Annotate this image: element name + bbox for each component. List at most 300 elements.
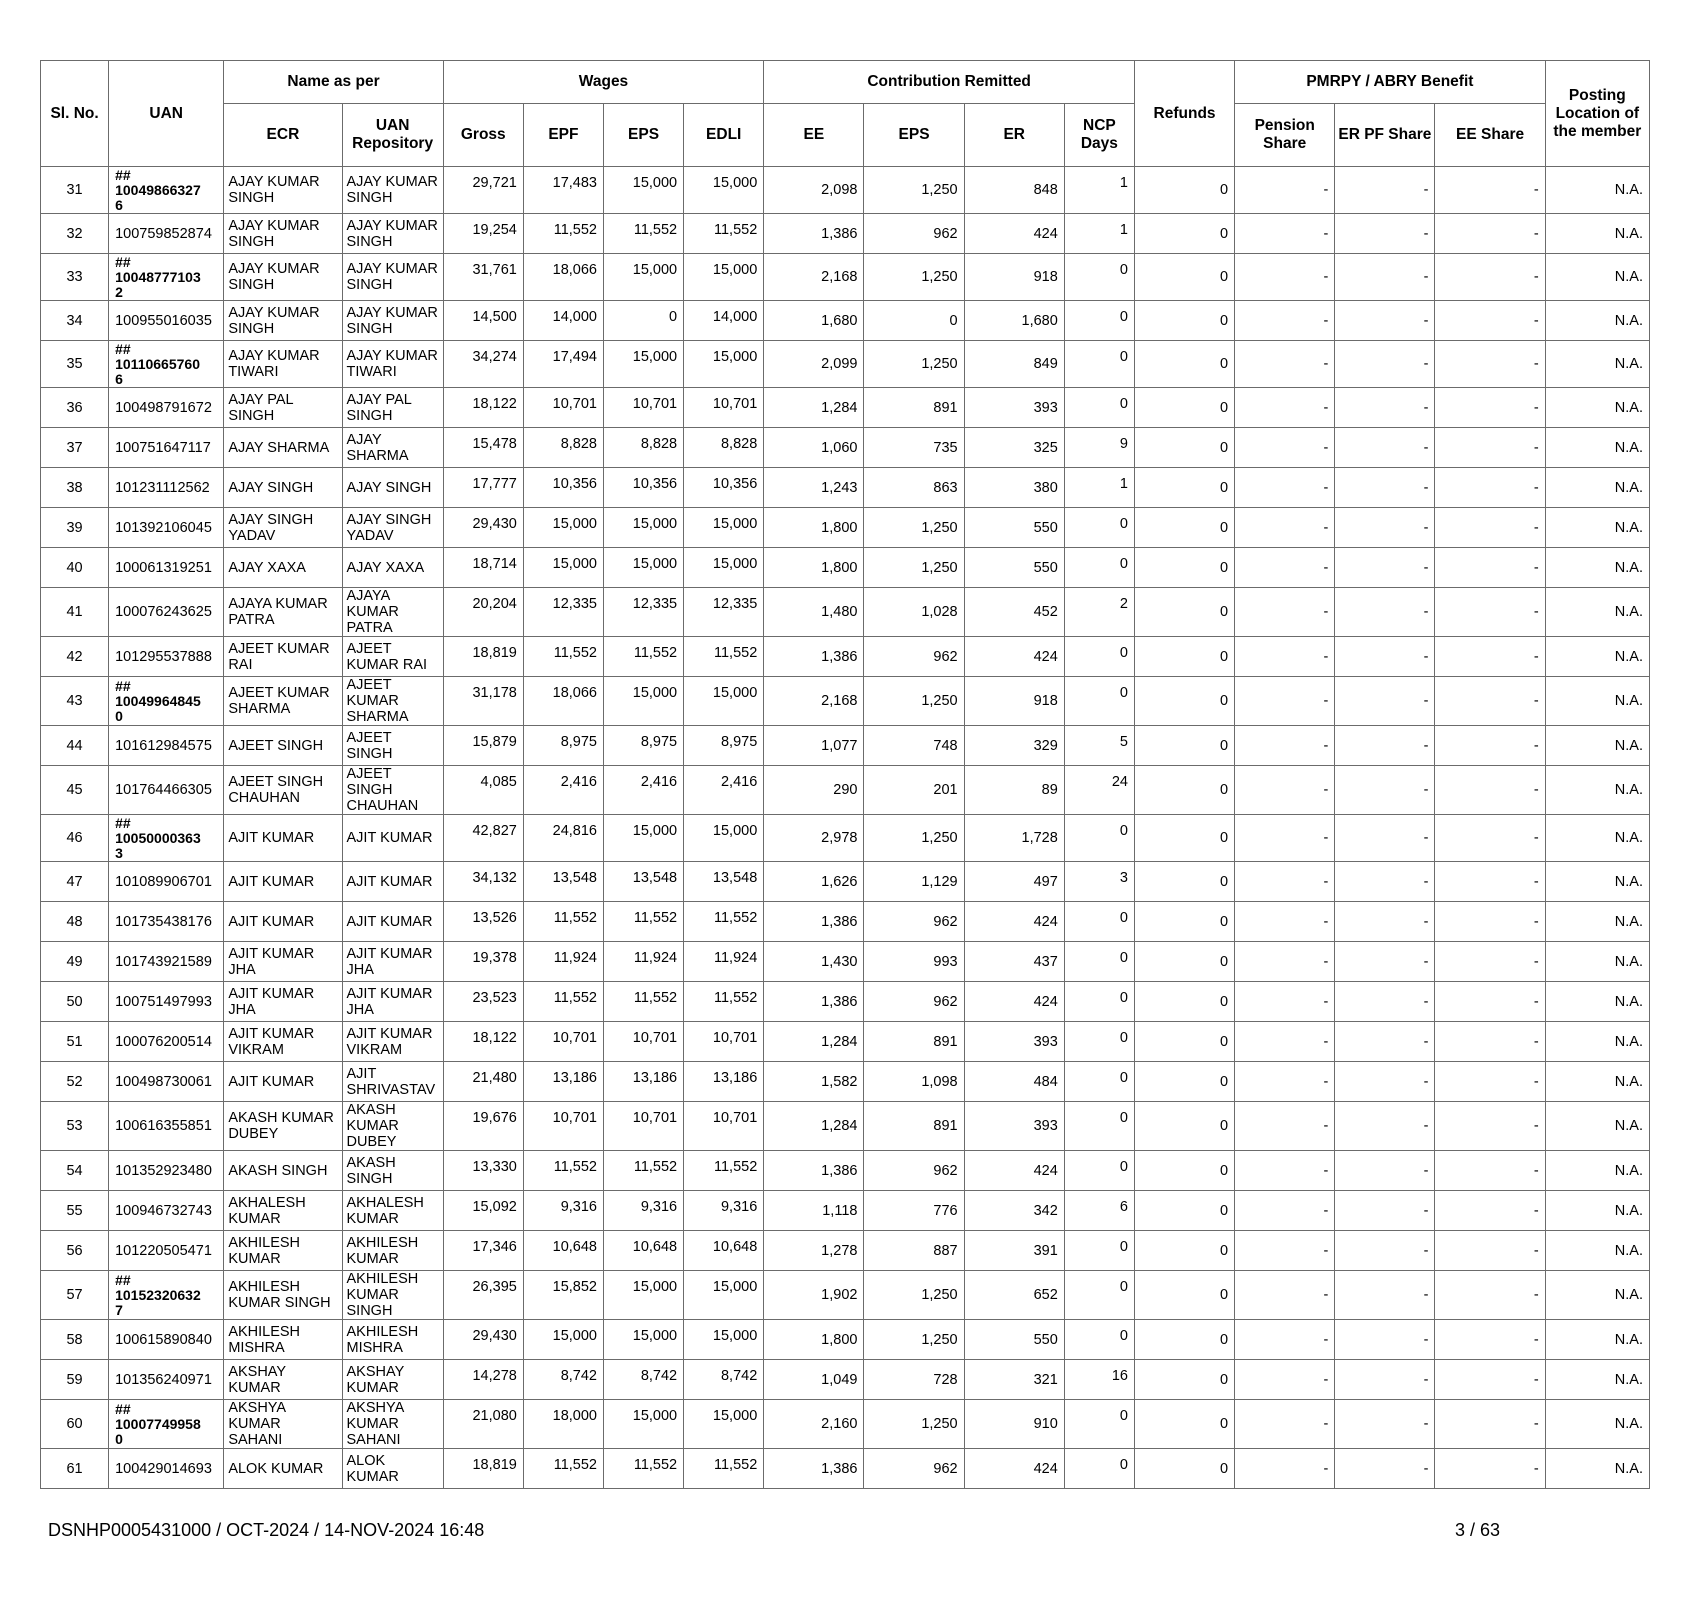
cell-eps: 11,552 <box>603 902 683 942</box>
cell-name-uan-repository: ALOK KUMAR <box>342 1449 443 1489</box>
table-row <box>41 301 1650 341</box>
cell-edli: 11,552 <box>684 637 764 677</box>
cell-name-uan-repository: AKHILESH KUMAR SINGH <box>342 1271 443 1320</box>
cell-posting-location: N.A. <box>1545 1102 1649 1151</box>
cell-gross: 19,378 <box>443 942 523 982</box>
cell-name-ecr: AJAY KUMAR SINGH <box>224 214 342 254</box>
cell-ee-share: - <box>1435 588 1545 637</box>
cell-contrib-eps: 1,129 <box>864 862 964 902</box>
cell-epf: 17,483 <box>523 167 603 214</box>
cell-sl-no: 51 <box>41 1022 109 1062</box>
cell-gross: 18,819 <box>443 637 523 677</box>
cell-posting-location: N.A. <box>1545 1062 1649 1102</box>
cell-er: 1,728 <box>964 815 1064 862</box>
cell-eps: 8,975 <box>603 726 683 766</box>
table-row <box>41 1320 1650 1360</box>
cell-ee-share: - <box>1435 428 1545 468</box>
cell-edli: 11,552 <box>684 902 764 942</box>
cell-pension-share: - <box>1235 902 1335 942</box>
cell-name-ecr: AJAY KUMAR TIWARI <box>224 341 342 388</box>
cell-posting-location: N.A. <box>1545 468 1649 508</box>
cell-gross: 29,721 <box>443 167 523 214</box>
cell-name-uan-repository: AKHALESH KUMAR <box>342 1191 443 1231</box>
cell-refunds: 0 <box>1134 1360 1234 1400</box>
cell-pension-share: - <box>1235 1062 1335 1102</box>
cell-edli: 15,000 <box>684 677 764 726</box>
cell-gross: 15,092 <box>443 1191 523 1231</box>
cell-pension-share: - <box>1235 1360 1335 1400</box>
cell-name-ecr: AJAY XAXA <box>224 548 342 588</box>
cell-er: 89 <box>964 766 1064 815</box>
cell-edli: 15,000 <box>684 341 764 388</box>
cell-epf: 10,701 <box>523 1022 603 1062</box>
cell-er-pf-share: - <box>1335 388 1435 428</box>
table-row <box>41 1271 1650 1320</box>
cell-edli: 9,316 <box>684 1191 764 1231</box>
table-row <box>41 1102 1650 1151</box>
cell-ncp-days: 0 <box>1064 637 1134 677</box>
cell-refunds: 0 <box>1134 167 1234 214</box>
cell-edli: 14,000 <box>684 301 764 341</box>
cell-pension-share: - <box>1235 214 1335 254</box>
cell-ee: 1,049 <box>764 1360 864 1400</box>
cell-refunds: 0 <box>1134 677 1234 726</box>
table-row <box>41 468 1650 508</box>
cell-eps: 10,701 <box>603 1022 683 1062</box>
cell-uan: 100615890840 <box>109 1320 224 1360</box>
cell-gross: 17,346 <box>443 1231 523 1271</box>
cell-edli: 10,701 <box>684 1102 764 1151</box>
cell-epf: 10,648 <box>523 1231 603 1271</box>
cell-ee: 1,060 <box>764 428 864 468</box>
cell-gross: 23,523 <box>443 982 523 1022</box>
cell-er: 424 <box>964 637 1064 677</box>
cell-eps: 0 <box>603 301 683 341</box>
cell-er-pf-share: - <box>1335 862 1435 902</box>
cell-name-ecr: AKASH SINGH <box>224 1151 342 1191</box>
table-row <box>41 548 1650 588</box>
cell-uan: 100616355851 <box>109 1102 224 1151</box>
cell-posting-location: N.A. <box>1545 1360 1649 1400</box>
cell-pension-share: - <box>1235 982 1335 1022</box>
cell-gross: 34,274 <box>443 341 523 388</box>
cell-ncp-days: 0 <box>1064 388 1134 428</box>
cell-edli: 11,552 <box>684 1449 764 1489</box>
cell-ee-share: - <box>1435 766 1545 815</box>
cell-name-ecr: AJEET KUMAR SHARMA <box>224 677 342 726</box>
cell-ncp-days: 0 <box>1064 254 1134 301</box>
cell-er-pf-share: - <box>1335 1400 1435 1449</box>
cell-uan: 100751647117 <box>109 428 224 468</box>
cell-pension-share: - <box>1235 548 1335 588</box>
cell-name-uan-repository: AJAY KUMAR SINGH <box>342 167 443 214</box>
cell-eps: 13,548 <box>603 862 683 902</box>
cell-eps: 15,000 <box>603 815 683 862</box>
cell-eps: 15,000 <box>603 1271 683 1320</box>
cell-edli: 10,648 <box>684 1231 764 1271</box>
cell-posting-location: N.A. <box>1545 815 1649 862</box>
cell-ee: 1,902 <box>764 1271 864 1320</box>
cell-refunds: 0 <box>1134 1320 1234 1360</box>
table-row <box>41 508 1650 548</box>
cell-eps: 11,552 <box>603 1151 683 1191</box>
cell-er: 550 <box>964 1320 1064 1360</box>
cell-posting-location: N.A. <box>1545 982 1649 1022</box>
cell-er: 329 <box>964 726 1064 766</box>
cell-gross: 13,330 <box>443 1151 523 1191</box>
table-row <box>41 766 1650 815</box>
cell-gross: 18,819 <box>443 1449 523 1489</box>
cell-er-pf-share: - <box>1335 1062 1435 1102</box>
cell-contrib-eps: 1,250 <box>864 677 964 726</box>
cell-refunds: 0 <box>1134 902 1234 942</box>
cell-sl-no: 52 <box>41 1062 109 1102</box>
cell-pension-share: - <box>1235 726 1335 766</box>
cell-uan: ## 10048777103 2 <box>109 254 224 301</box>
table-row <box>41 167 1650 214</box>
cell-ee-share: - <box>1435 214 1545 254</box>
cell-epf: 11,552 <box>523 982 603 1022</box>
cell-epf: 18,066 <box>523 254 603 301</box>
cell-refunds: 0 <box>1134 1102 1234 1151</box>
cell-epf: 24,816 <box>523 815 603 862</box>
cell-sl-no: 36 <box>41 388 109 428</box>
table-row <box>41 1022 1650 1062</box>
cell-ncp-days: 6 <box>1064 1191 1134 1231</box>
cell-refunds: 0 <box>1134 1231 1234 1271</box>
cell-posting-location: N.A. <box>1545 341 1649 388</box>
cell-name-uan-repository: AKASH SINGH <box>342 1151 443 1191</box>
cell-name-ecr: AJAY KUMAR SINGH <box>224 254 342 301</box>
cell-name-uan-repository: AJEET KUMAR SHARMA <box>342 677 443 726</box>
cell-gross: 17,777 <box>443 468 523 508</box>
cell-ee: 2,098 <box>764 167 864 214</box>
cell-uan: 100759852874 <box>109 214 224 254</box>
cell-gross: 21,480 <box>443 1062 523 1102</box>
cell-contrib-eps: 962 <box>864 902 964 942</box>
cell-sl-no: 44 <box>41 726 109 766</box>
cell-contrib-eps: 962 <box>864 637 964 677</box>
cell-name-ecr: AJIT KUMAR <box>224 815 342 862</box>
cell-edli: 15,000 <box>684 1271 764 1320</box>
cell-name-uan-repository: AJIT KUMAR <box>342 815 443 862</box>
group-name-as-per: Name as per <box>224 61 443 104</box>
cell-sl-no: 50 <box>41 982 109 1022</box>
col-uan-repository: UAN Repository <box>342 104 443 167</box>
cell-sl-no: 55 <box>41 1191 109 1231</box>
table-row <box>41 1400 1650 1449</box>
cell-ee-share: - <box>1435 1271 1545 1320</box>
cell-ee: 1,386 <box>764 637 864 677</box>
col-ee-share: EE Share <box>1435 104 1545 167</box>
cell-sl-no: 32 <box>41 214 109 254</box>
cell-pension-share: - <box>1235 1449 1335 1489</box>
cell-er: 424 <box>964 214 1064 254</box>
cell-posting-location: N.A. <box>1545 942 1649 982</box>
cell-refunds: 0 <box>1134 341 1234 388</box>
table-row <box>41 815 1650 862</box>
cell-name-ecr: AKSHYA KUMAR SAHANI <box>224 1400 342 1449</box>
cell-name-uan-repository: AJAY KUMAR SINGH <box>342 254 443 301</box>
cell-gross: 26,395 <box>443 1271 523 1320</box>
cell-contrib-eps: 728 <box>864 1360 964 1400</box>
cell-name-ecr: AKHALESH KUMAR <box>224 1191 342 1231</box>
table-row <box>41 254 1650 301</box>
cell-contrib-eps: 891 <box>864 388 964 428</box>
cell-name-ecr: AJAY SINGH YADAV <box>224 508 342 548</box>
cell-uan: 100498791672 <box>109 388 224 428</box>
cell-refunds: 0 <box>1134 766 1234 815</box>
cell-posting-location: N.A. <box>1545 862 1649 902</box>
cell-er: 325 <box>964 428 1064 468</box>
cell-uan: 101356240971 <box>109 1360 224 1400</box>
cell-sl-no: 34 <box>41 301 109 341</box>
cell-ncp-days: 0 <box>1064 942 1134 982</box>
cell-uan: 101743921589 <box>109 942 224 982</box>
cell-uan: ## 10152320632 7 <box>109 1271 224 1320</box>
cell-posting-location: N.A. <box>1545 1231 1649 1271</box>
cell-edli: 11,552 <box>684 982 764 1022</box>
cell-er-pf-share: - <box>1335 1022 1435 1062</box>
cell-epf: 11,552 <box>523 1449 603 1489</box>
cell-ee: 1,386 <box>764 1449 864 1489</box>
cell-ee: 2,978 <box>764 815 864 862</box>
cell-er-pf-share: - <box>1335 254 1435 301</box>
cell-er-pf-share: - <box>1335 1191 1435 1231</box>
cell-uan: 100751497993 <box>109 982 224 1022</box>
cell-eps: 10,648 <box>603 1231 683 1271</box>
cell-ee-share: - <box>1435 1320 1545 1360</box>
cell-er: 497 <box>964 862 1064 902</box>
cell-ee: 2,160 <box>764 1400 864 1449</box>
cell-contrib-eps: 1,098 <box>864 1062 964 1102</box>
cell-pension-share: - <box>1235 167 1335 214</box>
cell-edli: 15,000 <box>684 1400 764 1449</box>
cell-ncp-days: 5 <box>1064 726 1134 766</box>
cell-sl-no: 61 <box>41 1449 109 1489</box>
col-contrib-eps: EPS <box>864 104 964 167</box>
cell-pension-share: - <box>1235 815 1335 862</box>
table-row <box>41 588 1650 637</box>
cell-contrib-eps: 962 <box>864 982 964 1022</box>
cell-er-pf-share: - <box>1335 214 1435 254</box>
cell-gross: 20,204 <box>443 588 523 637</box>
cell-ee-share: - <box>1435 942 1545 982</box>
cell-edli: 12,335 <box>684 588 764 637</box>
cell-eps: 9,316 <box>603 1191 683 1231</box>
table-row <box>41 341 1650 388</box>
cell-eps: 12,335 <box>603 588 683 637</box>
cell-ee: 1,077 <box>764 726 864 766</box>
cell-ee-share: - <box>1435 677 1545 726</box>
cell-refunds: 0 <box>1134 942 1234 982</box>
cell-er-pf-share: - <box>1335 508 1435 548</box>
cell-gross: 18,714 <box>443 548 523 588</box>
table-row <box>41 1449 1650 1489</box>
cell-name-ecr: AJIT KUMAR JHA <box>224 942 342 982</box>
cell-edli: 8,828 <box>684 428 764 468</box>
cell-contrib-eps: 962 <box>864 1151 964 1191</box>
cell-edli: 8,975 <box>684 726 764 766</box>
cell-epf: 15,000 <box>523 508 603 548</box>
table-row <box>41 1360 1650 1400</box>
cell-pension-share: - <box>1235 1151 1335 1191</box>
cell-ee: 1,480 <box>764 588 864 637</box>
cell-ncp-days: 0 <box>1064 1400 1134 1449</box>
cell-posting-location: N.A. <box>1545 677 1649 726</box>
cell-er: 848 <box>964 167 1064 214</box>
cell-sl-no: 53 <box>41 1102 109 1151</box>
cell-uan: 101220505471 <box>109 1231 224 1271</box>
cell-name-ecr: AJEET SINGH <box>224 726 342 766</box>
cell-sl-no: 37 <box>41 428 109 468</box>
cell-eps: 15,000 <box>603 548 683 588</box>
cell-posting-location: N.A. <box>1545 902 1649 942</box>
cell-edli: 13,186 <box>684 1062 764 1102</box>
cell-contrib-eps: 1,250 <box>864 1400 964 1449</box>
col-ecr: ECR <box>224 104 342 167</box>
cell-sl-no: 33 <box>41 254 109 301</box>
cell-ee-share: - <box>1435 1191 1545 1231</box>
cell-er-pf-share: - <box>1335 1360 1435 1400</box>
cell-contrib-eps: 1,250 <box>864 815 964 862</box>
cell-ee: 1,278 <box>764 1231 864 1271</box>
cell-eps: 2,416 <box>603 766 683 815</box>
cell-eps: 11,552 <box>603 214 683 254</box>
cell-gross: 18,122 <box>443 388 523 428</box>
col-refunds: Refunds <box>1134 61 1234 167</box>
cell-uan: 100955016035 <box>109 301 224 341</box>
cell-epf: 11,552 <box>523 214 603 254</box>
cell-pension-share: - <box>1235 341 1335 388</box>
cell-er-pf-share: - <box>1335 677 1435 726</box>
cell-posting-location: N.A. <box>1545 1320 1649 1360</box>
cell-name-uan-repository: AJIT KUMAR <box>342 862 443 902</box>
cell-refunds: 0 <box>1134 301 1234 341</box>
cell-eps: 11,552 <box>603 637 683 677</box>
cell-ncp-days: 2 <box>1064 588 1134 637</box>
cell-er-pf-share: - <box>1335 637 1435 677</box>
cell-ee: 1,582 <box>764 1062 864 1102</box>
cell-ncp-days: 0 <box>1064 815 1134 862</box>
cell-edli: 11,552 <box>684 1151 764 1191</box>
cell-edli: 10,701 <box>684 388 764 428</box>
cell-posting-location: N.A. <box>1545 254 1649 301</box>
cell-ncp-days: 0 <box>1064 1271 1134 1320</box>
cell-gross: 14,500 <box>443 301 523 341</box>
cell-er-pf-share: - <box>1335 468 1435 508</box>
col-eps: EPS <box>603 104 683 167</box>
cell-posting-location: N.A. <box>1545 167 1649 214</box>
table-row <box>41 942 1650 982</box>
cell-uan: 101352923480 <box>109 1151 224 1191</box>
cell-gross: 21,080 <box>443 1400 523 1449</box>
cell-er: 550 <box>964 508 1064 548</box>
cell-sl-no: 31 <box>41 167 109 214</box>
table-row <box>41 388 1650 428</box>
cell-sl-no: 47 <box>41 862 109 902</box>
cell-eps: 15,000 <box>603 1400 683 1449</box>
cell-name-uan-repository: AJIT SHRIVASTAV <box>342 1062 443 1102</box>
cell-epf: 11,552 <box>523 637 603 677</box>
cell-ncp-days: 3 <box>1064 862 1134 902</box>
cell-epf: 15,852 <box>523 1271 603 1320</box>
table-row <box>41 862 1650 902</box>
cell-ee: 290 <box>764 766 864 815</box>
cell-sl-no: 38 <box>41 468 109 508</box>
cell-epf: 12,335 <box>523 588 603 637</box>
cell-uan: ## 10050000363 3 <box>109 815 224 862</box>
cell-sl-no: 60 <box>41 1400 109 1449</box>
cell-er-pf-share: - <box>1335 341 1435 388</box>
cell-refunds: 0 <box>1134 1400 1234 1449</box>
cell-contrib-eps: 201 <box>864 766 964 815</box>
cell-epf: 17,494 <box>523 341 603 388</box>
cell-er: 424 <box>964 1449 1064 1489</box>
cell-pension-share: - <box>1235 1271 1335 1320</box>
cell-name-uan-repository: AJAY KUMAR TIWARI <box>342 341 443 388</box>
cell-uan: 101764466305 <box>109 766 224 815</box>
col-posting-location: Posting Location of the member <box>1545 61 1649 167</box>
cell-eps: 11,552 <box>603 982 683 1022</box>
cell-ee-share: - <box>1435 301 1545 341</box>
cell-gross: 29,430 <box>443 508 523 548</box>
cell-name-uan-repository: AKASH KUMAR DUBEY <box>342 1102 443 1151</box>
cell-edli: 15,000 <box>684 815 764 862</box>
col-pension-share: Pension Share <box>1235 104 1335 167</box>
cell-epf: 11,552 <box>523 902 603 942</box>
col-uan: UAN <box>109 61 224 167</box>
cell-name-uan-repository: AJIT KUMAR JHA <box>342 982 443 1022</box>
cell-ncp-days: 0 <box>1064 1022 1134 1062</box>
cell-ee-share: - <box>1435 726 1545 766</box>
cell-edli: 15,000 <box>684 254 764 301</box>
cell-er: 452 <box>964 588 1064 637</box>
cell-er-pf-share: - <box>1335 726 1435 766</box>
cell-ncp-days: 0 <box>1064 548 1134 588</box>
cell-er: 342 <box>964 1191 1064 1231</box>
cell-ee-share: - <box>1435 862 1545 902</box>
cell-ee: 2,099 <box>764 341 864 388</box>
cell-posting-location: N.A. <box>1545 214 1649 254</box>
cell-refunds: 0 <box>1134 1449 1234 1489</box>
cell-name-uan-repository: AJEET SINGH CHAUHAN <box>342 766 443 815</box>
cell-contrib-eps: 1,250 <box>864 254 964 301</box>
cell-sl-no: 57 <box>41 1271 109 1320</box>
cell-refunds: 0 <box>1134 548 1234 588</box>
cell-ncp-days: 0 <box>1064 301 1134 341</box>
cell-name-uan-repository: AKHILESH MISHRA <box>342 1320 443 1360</box>
cell-posting-location: N.A. <box>1545 301 1649 341</box>
cell-uan: 101231112562 <box>109 468 224 508</box>
cell-ncp-days: 0 <box>1064 982 1134 1022</box>
cell-uan: 101295537888 <box>109 637 224 677</box>
cell-er: 321 <box>964 1360 1064 1400</box>
cell-sl-no: 54 <box>41 1151 109 1191</box>
cell-er: 918 <box>964 254 1064 301</box>
cell-posting-location: N.A. <box>1545 1022 1649 1062</box>
cell-contrib-eps: 1,250 <box>864 1271 964 1320</box>
cell-pension-share: - <box>1235 588 1335 637</box>
cell-pension-share: - <box>1235 254 1335 301</box>
cell-pension-share: - <box>1235 1320 1335 1360</box>
cell-refunds: 0 <box>1134 637 1234 677</box>
cell-contrib-eps: 1,250 <box>864 548 964 588</box>
cell-epf: 2,416 <box>523 766 603 815</box>
table-row <box>41 1231 1650 1271</box>
cell-epf: 11,552 <box>523 1151 603 1191</box>
cell-er-pf-share: - <box>1335 942 1435 982</box>
